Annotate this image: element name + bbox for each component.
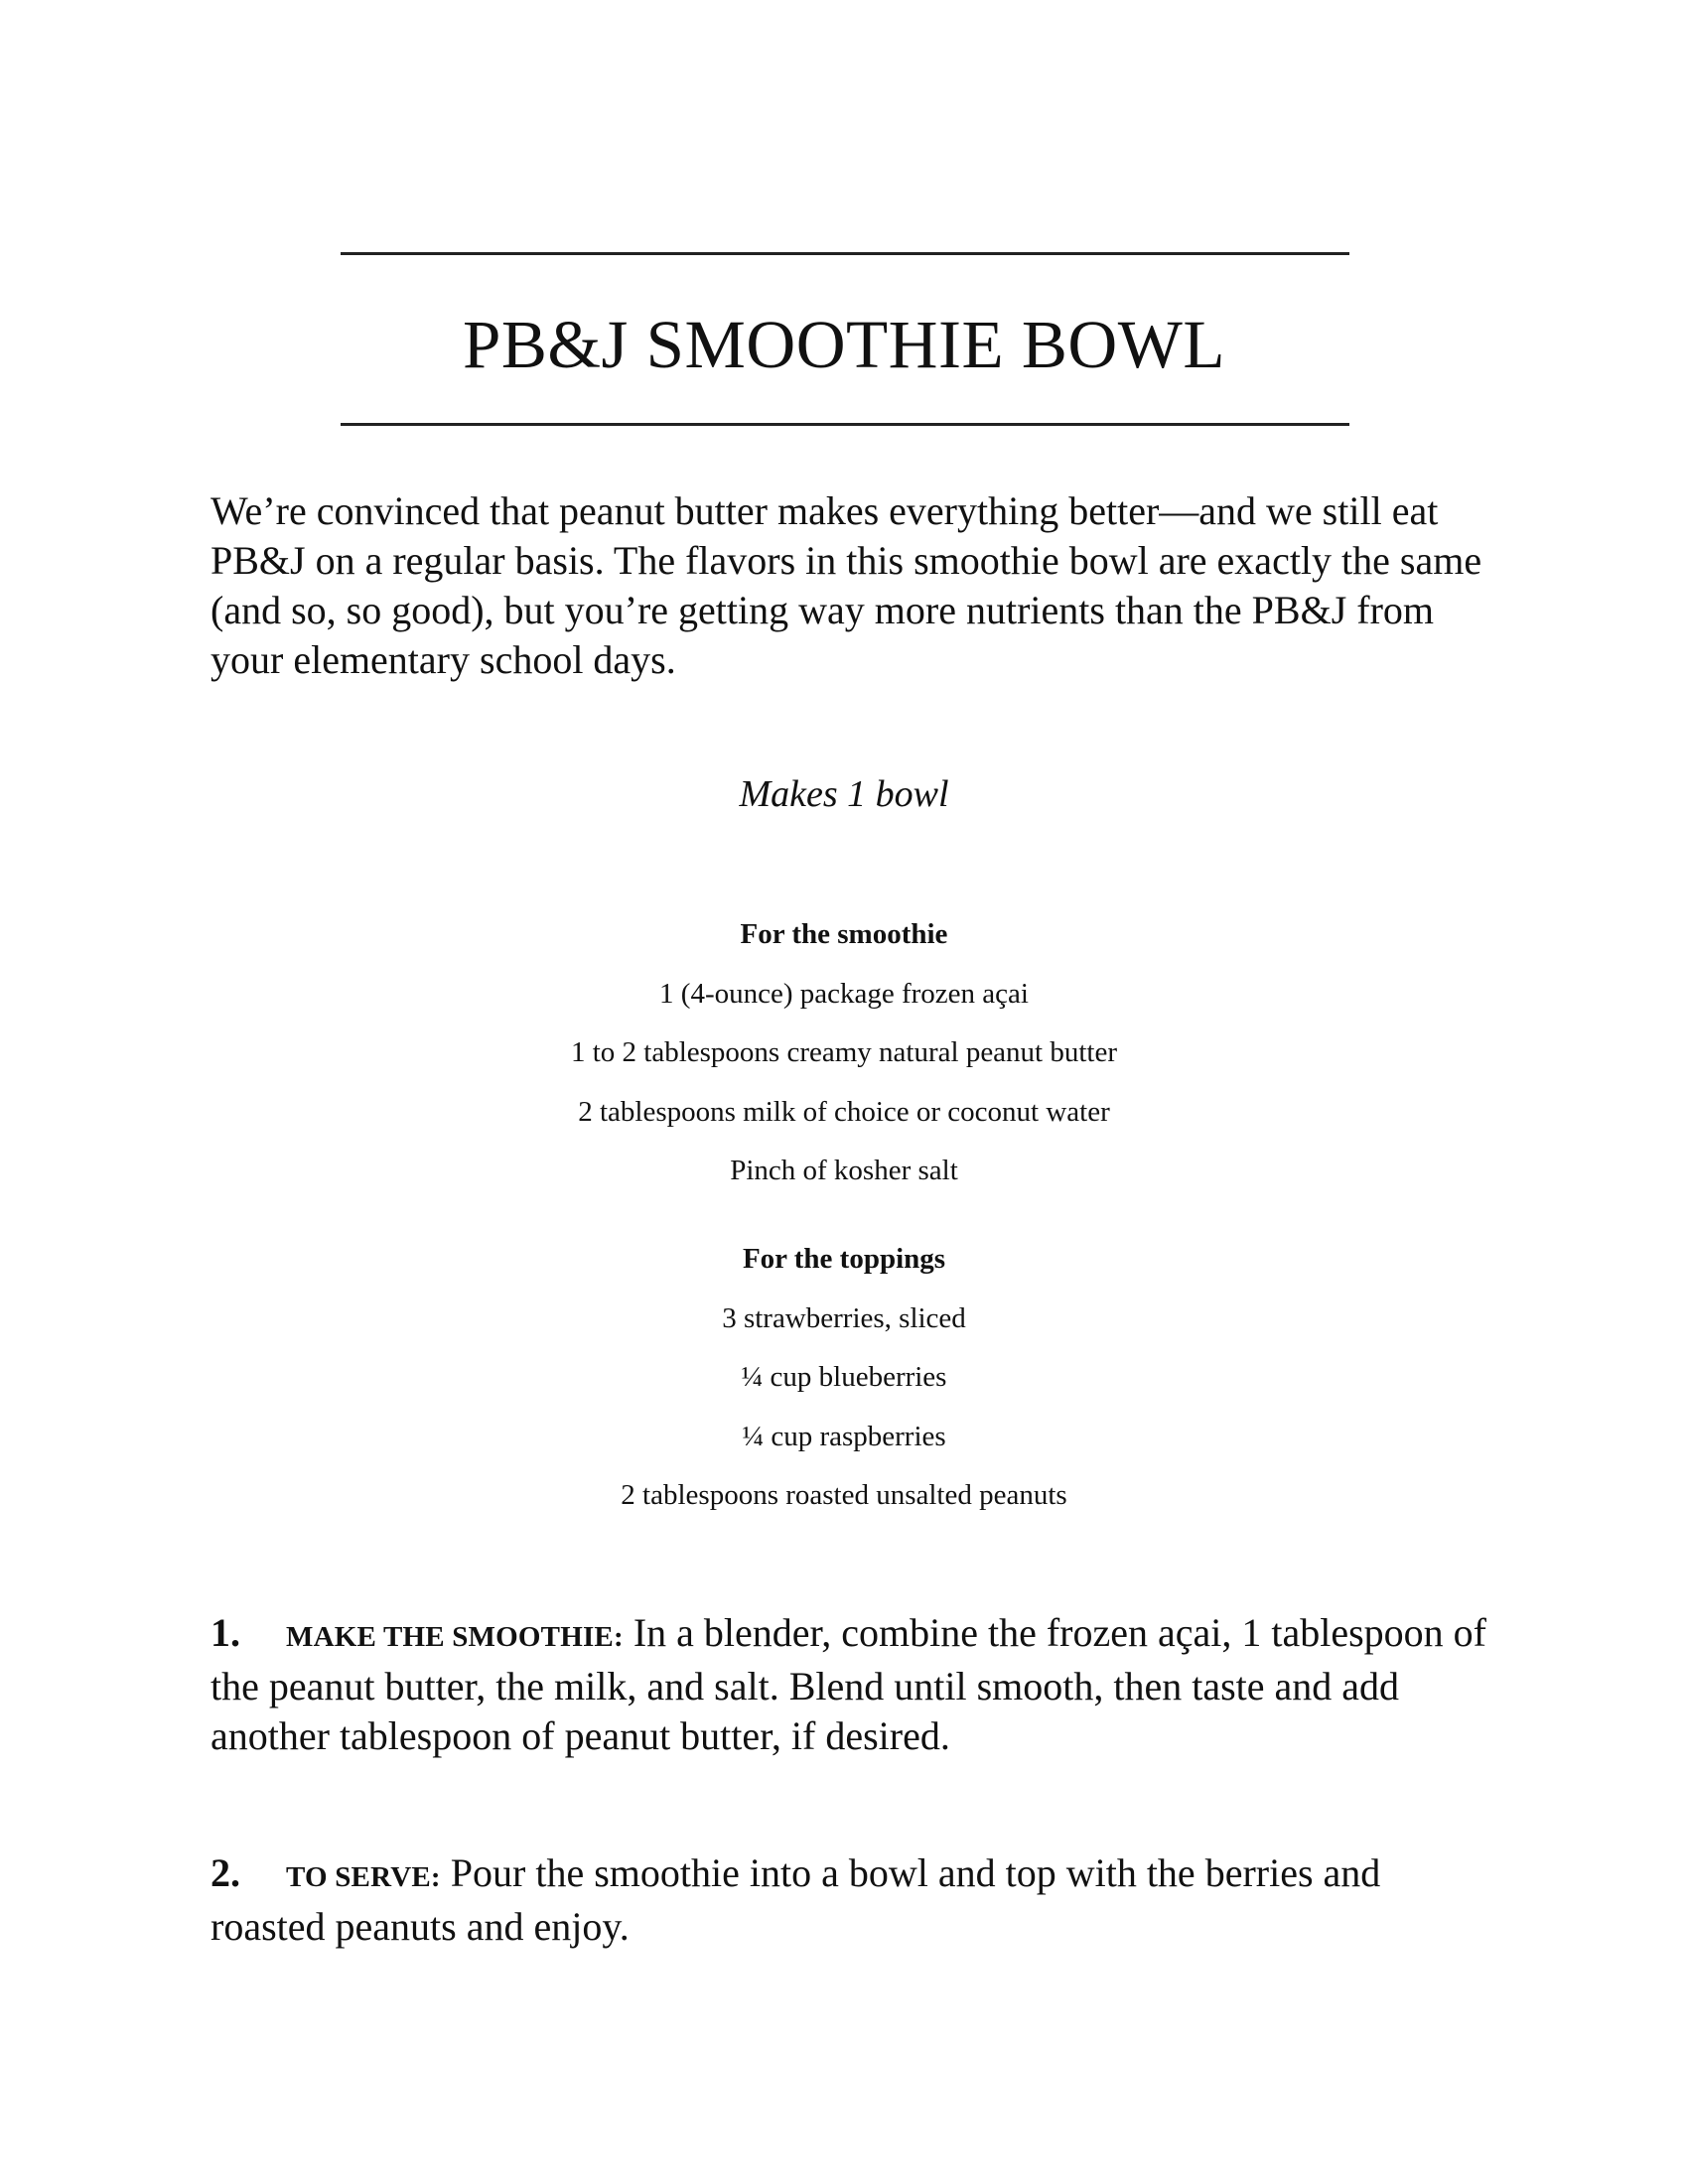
step-number: 1.	[211, 1610, 240, 1655]
ingredient-item: 3 strawberries, sliced	[722, 1301, 966, 1334]
ingredient-group-smoothie	[0, 914, 1688, 1190]
ingredient-item: 1 (4-ounce) package frozen açai	[659, 977, 1029, 1010]
ingredient-item: Pinch of kosher salt	[730, 1155, 958, 1186]
ingredient-item: 2 tablespoons roasted unsalted peanuts	[621, 1479, 1067, 1511]
step-label: TO SERVE:	[286, 1861, 441, 1893]
recipe-step	[211, 1848, 1491, 1952]
step-text: Pour the smoothie into a bowl and top with the berries and roasted peanuts and enjoy.	[211, 1850, 1381, 1949]
ingredient-group-heading: For the smoothie	[740, 918, 948, 950]
ingredient-item: 1 to 2 tablespoons creamy natural peanut butter	[570, 1036, 1118, 1068]
ingredient-group-heading: For the toppings	[742, 1243, 946, 1275]
step-text: In a blender, combine the frozen açai, 1 tablespoon of the peanut butter, the milk, and salt. Blend until smooth, then taste and add another tablespoon of peanut butter, if desired.	[211, 1610, 1487, 1758]
ingredient-item: ¼ cup raspberries	[742, 1420, 946, 1452]
ingredient-list	[0, 1279, 1688, 1515]
ingredient-list	[0, 954, 1688, 1190]
recipe-step	[211, 1608, 1491, 1761]
recipe-yield: Makes 1 bowl	[739, 773, 949, 815]
title-rule-bottom	[341, 423, 1349, 426]
title-rule-top	[341, 252, 1349, 255]
recipe-intro: We’re convinced that peanut butter makes everything better—and we still eat PB&J on a regular basis. The flavors in this smoothie bowl are exactly the same (and so, so good), but you’re getting way more nutrients than the PB&J from your elementary school days.	[211, 488, 1482, 682]
ingredient-group-toppings	[0, 1239, 1688, 1515]
ingredient-item: ¼ cup blueberries	[741, 1361, 947, 1393]
recipe-title: PB&J SMOOTHIE BOWL	[462, 307, 1226, 382]
step-number: 2.	[211, 1850, 240, 1895]
ingredient-item: 2 tablespoons milk of choice or coconut water	[578, 1095, 1110, 1128]
step-label: MAKE THE SMOOTHIE:	[286, 1621, 624, 1653]
